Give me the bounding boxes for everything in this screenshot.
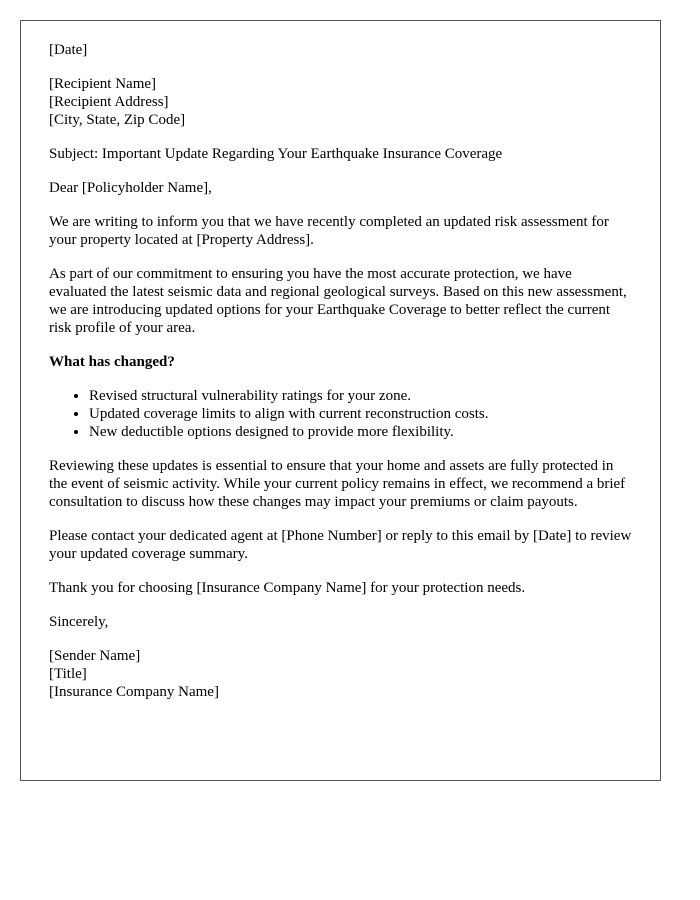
- changes-list: [49, 387, 632, 441]
- letter-date: [Date]: [49, 42, 88, 58]
- list-item: • Updated coverage limits to align with current reconstruction costs.: [89, 405, 632, 423]
- contact-paragraph: Please contact your dedicated agent at [Phone Number] or reply to this email by [Date] to review your updated coverage summary.: [49, 528, 632, 562]
- sender-company: [Insurance Company Name]: [49, 684, 219, 700]
- letter: [20, 20, 661, 781]
- list-item: • New deductible options designed to provide more flexibility.: [89, 423, 632, 441]
- recipient-city-state-zip: [City, State, Zip Code]: [49, 112, 186, 128]
- subject-line: Subject: Important Update Regarding Your Earthquake Insurance Coverage: [49, 146, 503, 162]
- sender-title: [Title]: [49, 666, 87, 682]
- signoff: Sincerely,: [49, 614, 109, 630]
- sender-name: [Sender Name]: [49, 648, 141, 664]
- intro-paragraph: We are writing to inform you that we have recently completed an updated risk assessment for your property located at [Property Address].: [49, 214, 609, 248]
- recipient-address: [Recipient Address]: [49, 94, 169, 110]
- changes-heading: What has changed?: [49, 354, 175, 370]
- recipient-name: [Recipient Name]: [49, 76, 157, 92]
- list-item: • Revised structural vulnerability ratings for your zone.: [89, 387, 632, 405]
- thank-you-paragraph: Thank you for choosing [Insurance Company Name] for your protection needs.: [49, 580, 526, 596]
- assessment-paragraph: As part of our commitment to ensuring you have the most accurate protection, we have evaluated the latest seismic data and regional geological surveys. Based on this new assessment, we are introducing updated options for your Earthquake Coverage to better reflect the current risk profile of your area.: [49, 266, 627, 336]
- review-paragraph: Reviewing these updates is essential to ensure that your home and assets are fully protected in the event of seismic activity. While your current policy remains in effect, we recommend a brief consultation to discuss how these changes may impact your premiums or claim payouts.: [49, 458, 626, 510]
- salutation: Dear [Policyholder Name],: [49, 180, 212, 196]
- recipient-block: [49, 75, 632, 129]
- sender-block: [49, 647, 632, 701]
